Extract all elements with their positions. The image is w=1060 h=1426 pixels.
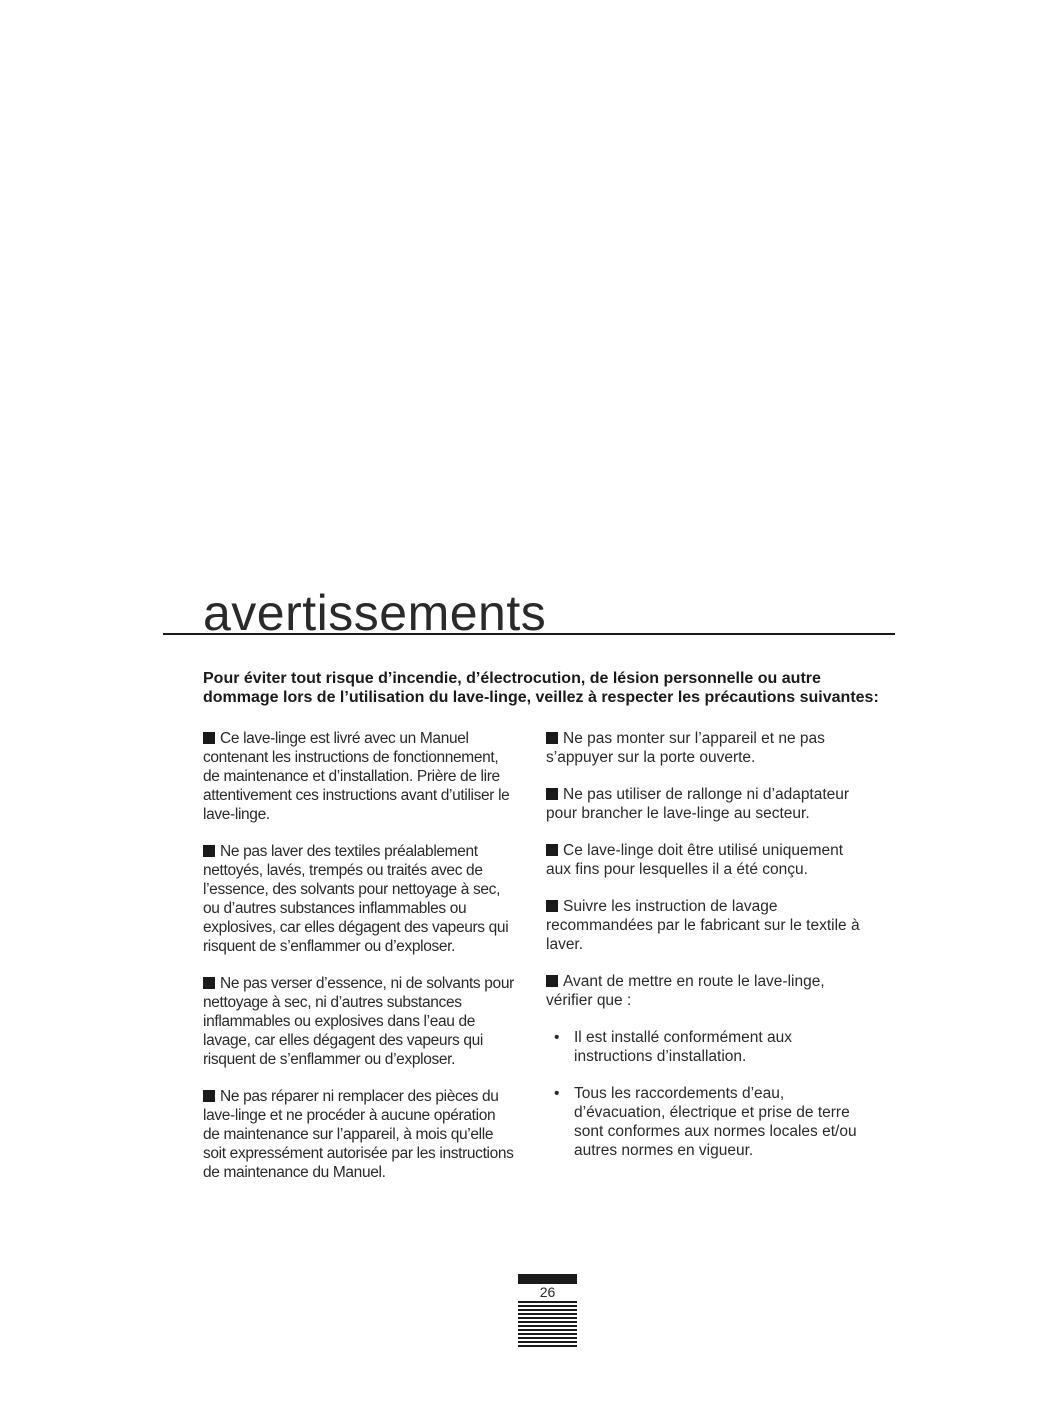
- warning-paragraph: [546, 785, 862, 823]
- page-number-block: [518, 1274, 577, 1352]
- right-column: [546, 729, 862, 1178]
- warning-text: Ce lave-linge doit être utilisé uniquement aux fins pour lesquelles il a été conçu.: [546, 842, 844, 878]
- warning-text: Suivre les instruction de lavage recommandées par le fabricant sur le textile à laver.: [546, 898, 860, 953]
- warning-paragraph: [546, 729, 862, 767]
- warning-paragraph: [546, 841, 862, 879]
- square-bullet-icon: [546, 900, 558, 912]
- page-number-bar: [518, 1274, 577, 1284]
- page-number-stripes: [518, 1301, 577, 1349]
- warning-text: Ne pas laver des textiles préalablement nettoyés, lavés, trempés ou traités avec de l’essence, des solvants pour nettoyage à sec, ou d’autres substances inflammables ou explosives, car elles dégagent des vapeurs qui risquent de s’enflammer ou d’exploser.: [203, 843, 509, 955]
- warning-paragraph: [203, 974, 515, 1069]
- warning-paragraph: [546, 897, 862, 954]
- square-bullet-icon: [203, 732, 215, 744]
- dot-bullet-icon: •: [554, 1085, 560, 1102]
- page-number: 26: [539, 1284, 556, 1300]
- warning-text: Ne pas réparer ni remplacer des pièces du lave-linge et ne procéder à aucune opération de maintenance sur l’appareil, à mois qu’elle soit expressément autorisée par les instructions de maintenance du Manuel.: [203, 1088, 514, 1181]
- intro-text: Pour éviter tout risque d’incendie, d’électrocution, de lésion personnelle ou autre dommage lors de l’utilisation du lave-linge, veillez à respecter les précautions suivantes:: [203, 670, 879, 706]
- square-bullet-icon: [203, 845, 215, 857]
- checklist-text: Il est installé conformément aux instructions d’installation.: [574, 1029, 792, 1065]
- checklist-text: Tous les raccordements d’eau, d’évacuation, électrique et prise de terre sont conformes aux normes locales et/ou autres normes en vigueur.: [574, 1085, 857, 1159]
- page-title: avertissements: [203, 585, 547, 641]
- left-column: [203, 729, 515, 1200]
- dot-bullet-icon: •: [554, 1029, 560, 1046]
- warning-paragraph: [203, 842, 515, 956]
- square-bullet-icon: [203, 977, 215, 989]
- warning-text: Ne pas verser d’essence, ni de solvants pour nettoyage à sec, ni d’autres substances inflammables ou explosives dans l’eau de lavage, car elles dégagent des vapeurs qui risquent de s’enflammer ou d’exploser.: [203, 975, 514, 1068]
- title-block: [163, 585, 895, 641]
- warning-text: Avant de mettre en route le lave-linge, vérifier que :: [546, 973, 825, 1009]
- square-bullet-icon: [546, 975, 558, 987]
- square-bullet-icon: [546, 788, 558, 800]
- checklist-item: [554, 1028, 862, 1066]
- square-bullet-icon: [546, 844, 558, 856]
- warning-text: Ne pas utiliser de rallonge ni d’adaptateur pour brancher le lave-linge au secteur.: [546, 786, 850, 822]
- warning-paragraph: [546, 972, 862, 1010]
- warning-text: Ce lave-linge est livré avec un Manuel contenant les instructions de fonctionnement, de maintenance et d’installation. Prière de lire attentivement ces instructions avant d’utiliser le lave-linge.: [203, 730, 510, 823]
- warning-text: Ne pas monter sur l’appareil et ne pas s’appuyer sur la porte ouverte.: [546, 730, 825, 766]
- square-bullet-icon: [203, 1090, 215, 1102]
- square-bullet-icon: [546, 732, 558, 744]
- warning-paragraph: [203, 729, 515, 824]
- warning-paragraph: [203, 1087, 515, 1182]
- checklist-item: [554, 1084, 862, 1160]
